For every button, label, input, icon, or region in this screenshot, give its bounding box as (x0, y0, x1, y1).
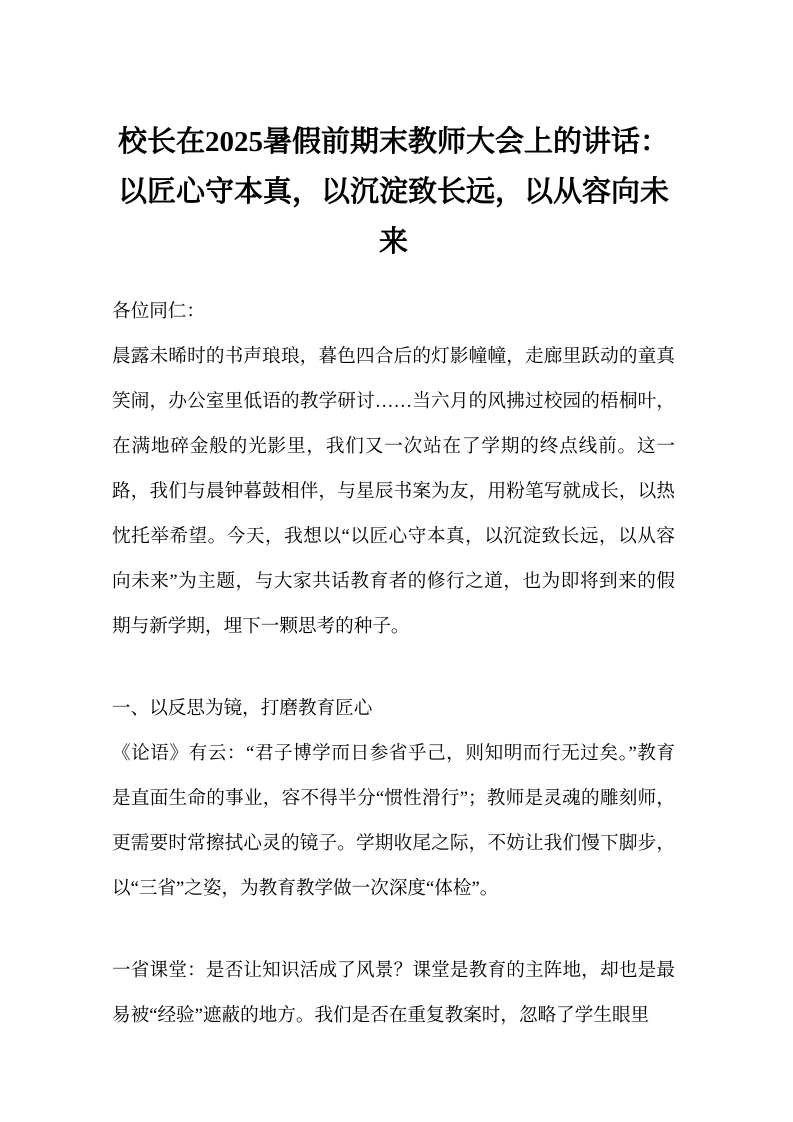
section-1-point-1-paragraph: 一省课堂：是否让知识活成了风景？课堂是教育的主阵地，却也是最易被“经验”遮蔽的地方。我们是否在重复教案时，忽略了学生眼里 (112, 960, 675, 1026)
document-title: 校长在2025暑假前期末教师大会上的讲话：以匠心守本真，以沉淀致长远，以从容向未来 (117, 126, 669, 258)
salutation: 各位同仁： (112, 301, 205, 322)
section-1-heading: 一、以反思为镜，打磨教育匠心 (112, 698, 373, 719)
intro-paragraph: 晨露未晞时的书声琅琅，暮色四合后的灯影幢幢，走廊里跃动的童真笑闹，办公室里低语的教学研讨……当六月的风拂过校园的梧桐叶，在满地碎金般的光影里，我们又一次站在了学期的终点线前。这一路，我们与晨钟暮鼓相伴，与星辰书案为友，用粉笔写就成长，以热忱托举希望。今天，我想以“以匠心守本真，以沉淀致长远，以从容向未来”为主题，与大家共话教育者的修行之道，也为即将到来的假期与新学期，埋下一颗思考的种子。 (112, 346, 675, 637)
section-1-body-paragraph: 《论语》有云：“君子博学而日参省乎己，则知明而行无过矣。”教育是直面生命的事业，容不得半分“惯性滑行”；教师是灵魂的雕刻师，更需要时常擦拭心灵的镜子。学期收尾之际，不妨让我们慢下脚步，以“三省”之姿，为教育教学做一次深度“体检”。 (112, 743, 675, 899)
